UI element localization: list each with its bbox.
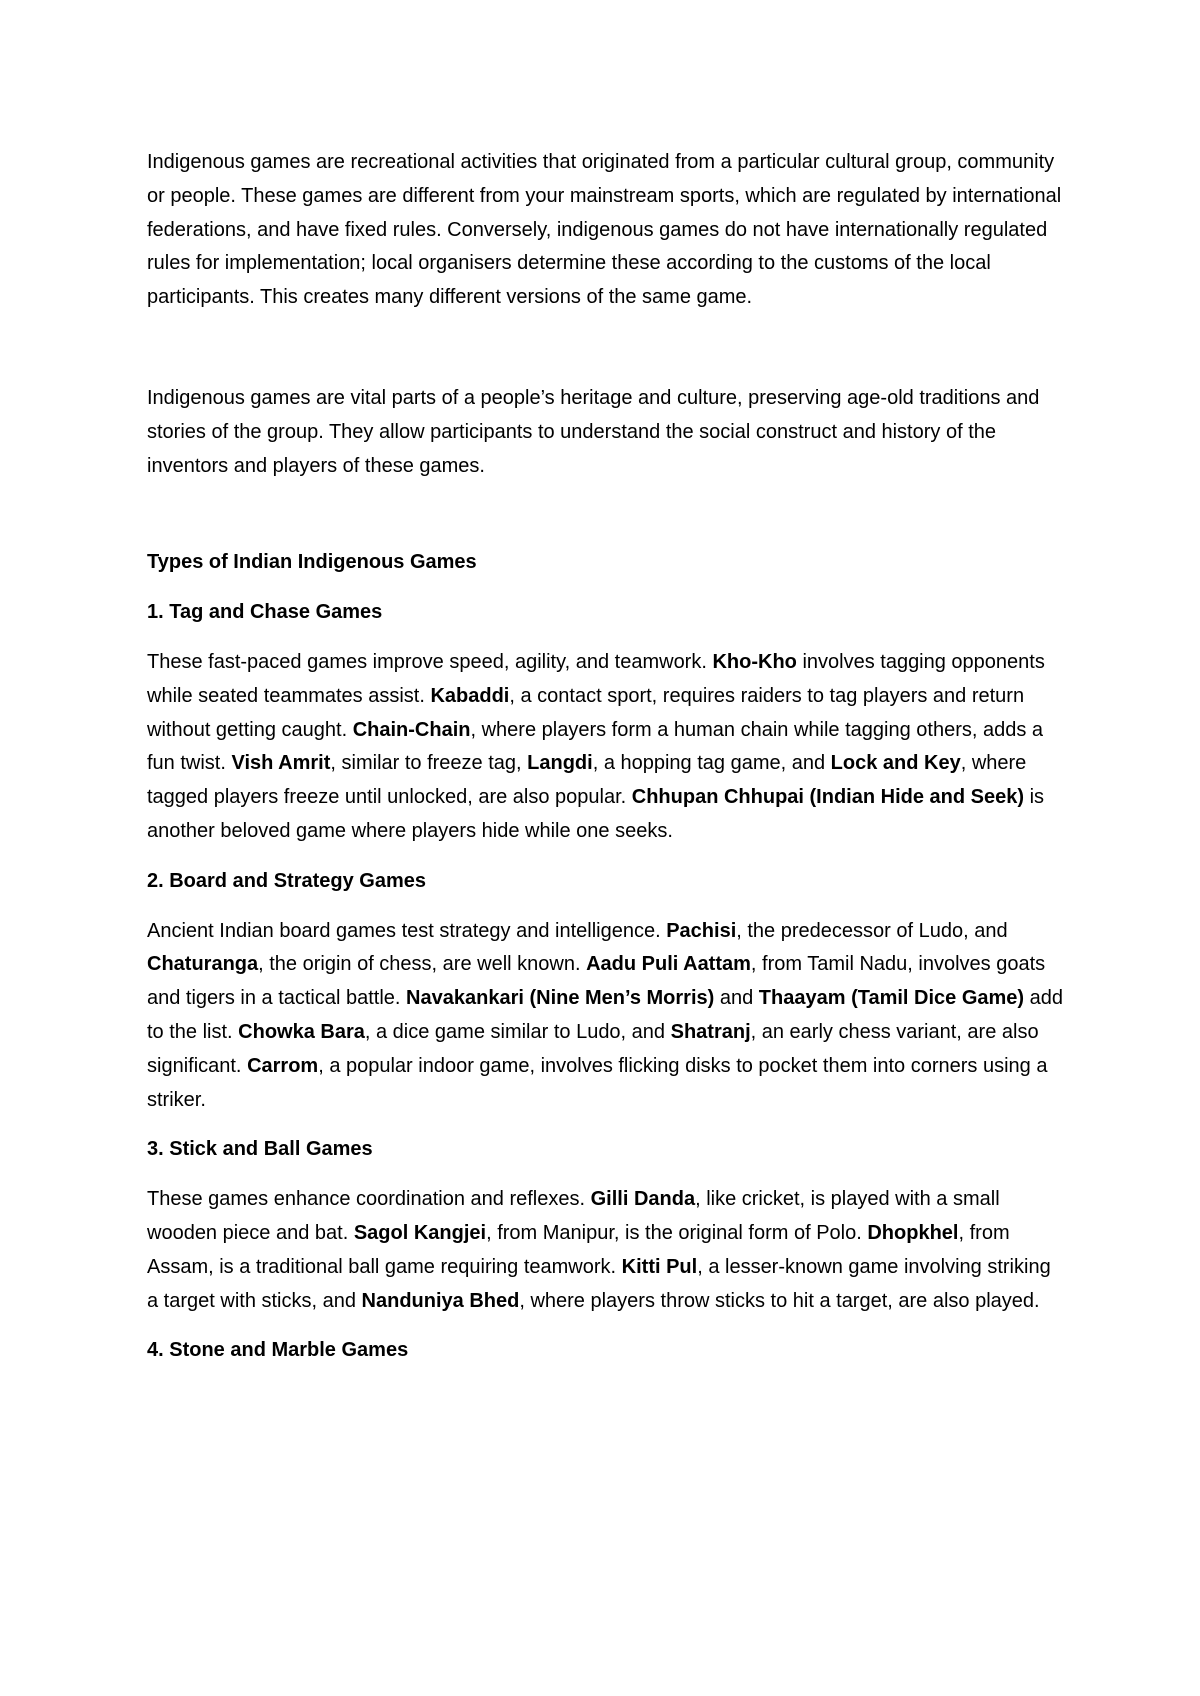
text-run: , a popular indoor game, involves flicking disks to pocket them into corners using a striker. <box>147 1054 1048 1111</box>
section-paragraph <box>147 915 1067 1118</box>
game-name: Chain-Chain <box>352 718 471 741</box>
section-heading: 1. Tag and Chase Games <box>147 601 383 624</box>
text-run: and <box>714 987 759 1010</box>
text-run: , a dice game similar to Ludo, and <box>364 1020 671 1043</box>
game-name: Nanduniya Bhed <box>361 1289 520 1312</box>
text-run: , the predecessor of Ludo, and <box>736 919 1008 942</box>
game-name: Sagol Kangjei <box>353 1221 487 1244</box>
sections-container <box>147 596 1067 1368</box>
game-name: Chowka Bara <box>238 1020 365 1043</box>
game-name: Vish Amrit <box>231 752 331 775</box>
game-name: Pachisi <box>666 919 737 942</box>
section-heading: 2. Board and Strategy Games <box>147 869 426 892</box>
game-name: Gilli Danda <box>590 1188 696 1211</box>
section-paragraph <box>147 1183 1067 1318</box>
game-name: Chaturanga <box>147 953 259 976</box>
text-run: , from Tamil Nadu, involves goats and tigers in a tactical battle. <box>147 953 1046 1010</box>
game-name: Thaayam (Tamil Dice Game) <box>758 987 1025 1010</box>
text-run: involves tagging opponents while seated teammates assist. <box>147 650 1045 707</box>
game-name: Navakankari (Nine Men’s Morris) <box>406 987 715 1010</box>
text-run: , where tagged players freeze until unlocked, are also popular. <box>147 752 1027 809</box>
document-body <box>147 146 1067 1384</box>
text-run: is another beloved game where players hide while one seeks. <box>147 786 1045 842</box>
section-heading: 4. Stone and Marble Games <box>147 1339 409 1362</box>
text-run: , where players throw sticks to hit a target, are also played. <box>519 1289 1040 1312</box>
intro-paragraph-1: Indigenous games are recreational activities that originated from a particular cultural group, community or people. These games are different from your mainstream sports, which are regulated by international federations, and have fixed rules. Conversely, indigenous games do not have internationally regulated rules for implementation; local organisers determine these according to the customs of the local participants. This creates many different versions of the same game. <box>147 151 1062 309</box>
text-run: , from Assam, is a traditional ball game requiring teamwork. <box>147 1221 1010 1278</box>
types-heading: Types of Indian Indigenous Games <box>147 551 477 574</box>
section-paragraph <box>147 646 1067 849</box>
text-run: , a hopping tag game, and <box>592 752 831 775</box>
game-name: Kitti Pul <box>621 1255 698 1278</box>
text-run: , an early chess variant, are also significant. <box>147 1020 1039 1077</box>
intro-paragraph-2: Indigenous games are vital parts of a people’s heritage and culture, preserving age-old traditions and stories of the group. They allow participants to understand the social construct and history of the inventors and players of these games. <box>147 386 1040 477</box>
text-run: These games enhance coordination and reflexes. <box>147 1188 591 1211</box>
text-run: , where players form a human chain while tagging others, adds a fun twist. <box>147 718 1044 775</box>
text-run: , like cricket, is played with a small wooden piece and bat. <box>147 1188 1000 1244</box>
game-name: Carrom <box>247 1054 319 1077</box>
text-run: , a contact sport, requires raiders to tag players and return without getting caught. <box>147 684 1025 741</box>
text-run: add to the list. <box>147 987 1064 1043</box>
text-run: , from Manipur, is the original form of Polo. <box>486 1221 868 1244</box>
text-run: These fast-paced games improve speed, agility, and teamwork. <box>147 650 713 673</box>
game-name: Chhupan Chhupai (Indian Hide and Seek) <box>631 786 1025 809</box>
section-heading: 3. Stick and Ball Games <box>147 1138 373 1161</box>
game-name: Langdi <box>527 752 593 775</box>
game-name: Dhopkhel <box>867 1221 959 1244</box>
game-name: Kabaddi <box>430 684 510 707</box>
game-name: Aadu Puli Aattam <box>586 953 751 976</box>
text-run: , a lesser-known game involving striking a target with sticks, and <box>147 1255 1051 1312</box>
game-name: Shatranj <box>670 1020 751 1043</box>
game-name: Lock and Key <box>830 752 961 775</box>
text-run: Ancient Indian board games test strategy and intelligence. <box>147 919 667 942</box>
text-run: , the origin of chess, are well known. <box>258 953 587 976</box>
game-name: Kho-Kho <box>712 650 797 673</box>
text-run: , similar to freeze tag, <box>330 752 528 775</box>
